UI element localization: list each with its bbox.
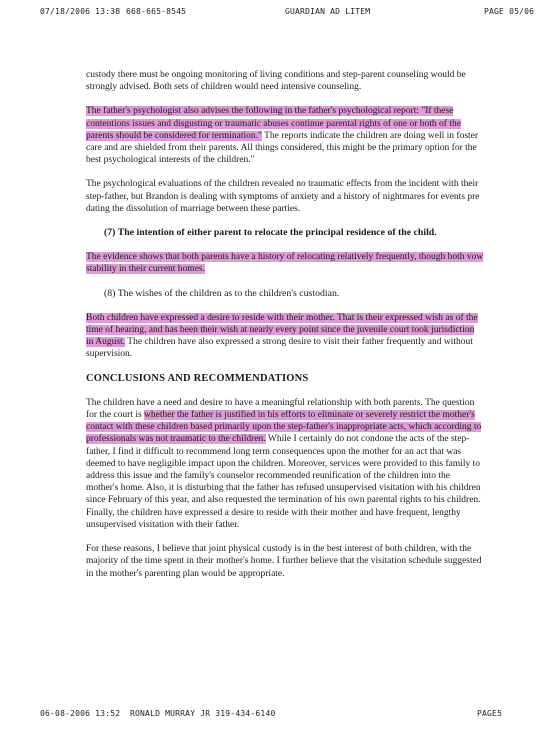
- fax-footer-page: PAGE5: [477, 709, 503, 718]
- paragraph-wishes: [86, 312, 484, 361]
- fax-footer-sender: RONALD MURRAY JR 319-434-6140: [130, 709, 276, 718]
- paragraph-evaluations: The psychological evaluations of the children revealed no traumatic effects from the incident with their step-father, but Brandon is dealing with symptoms of anxiety and a history of nightmares for events pre dating the dissolution of marriage between these parties.: [86, 179, 480, 214]
- fax-footer-datetime: 06-08-2006 13:52: [40, 709, 121, 718]
- highlight-conclusion: whether the father is justified in his efforts to eliminate or severely restrict the mother's contact with these children based primarily upon the step-father's inappropriate acts, which according to professionals was not traumatic to the children.: [86, 410, 482, 445]
- fax-header-datetime: 07/18/2006 13:38: [40, 7, 121, 16]
- conclusion-rest: While I certainly do not condone the acts of the step-father, I find it difficult to recommend long term consequences upon the mother for an act that was deemed to have negligible impact upon the children. Moreover, services were provided to this family to address this issue and the family's counselor recommended reunification of the children into the mother's home. Also, it is disturbing that the father has refused unsupervised visitation with his children since February of this year, and also requested the termination of his own parental rights to his children. Finally, the children have expressed a desire to reside with their mother and have frequent, lengthy unsupervised visitation with their father.: [86, 434, 481, 530]
- factor-7-heading: (7) The intention of either parent to relocate the principal residence of the child.: [104, 227, 437, 239]
- fax-header-phone: 668-665-8545: [126, 7, 187, 16]
- paragraph-relocation: [86, 251, 484, 275]
- factor-8-heading: (8) The wishes of the children as to the children's custodian.: [104, 287, 340, 299]
- highlight-psychologist-quote: The father's psychologist also advises the following in the father's psychological report: "If these contentions issues and disgusting or traumatic abuses continue parental rights of one or both of the parents should be considered for termination.": [86, 106, 461, 141]
- fax-header-page: PAGE 05/06: [484, 7, 535, 16]
- fax-header-organization: GUARDIAN AD LITEM: [285, 7, 371, 16]
- paragraph-wishes-rest: The children have also expressed a strong desire to visit their father frequently and without supervision.: [86, 337, 473, 360]
- conclusion-lead: The children have a need and desire to have a meaningful relationship with both parents. The question for the court is: [86, 397, 475, 421]
- paragraph-counseling: custody there must be ongoing monitoring of living conditions and step-parent counseling would be strongly advised. Both sets of children would need intensive counseling.: [86, 70, 466, 93]
- highlight-relocation: The evidence shows that both parents have a history of relocating relatively frequently, though both vow stability in their current homes.: [86, 252, 484, 275]
- paragraph-final: For these reasons, I believe that joint physical custody is in the best interest of both children, with the majority of the time spent in their mother's home. I further believe that the visitation schedule suggested in the mother's parenting plan would be appropriate.: [86, 544, 482, 579]
- section-title-conclusions: CONCLUSIONS AND RECOMMENDATIONS: [86, 372, 309, 384]
- document-body: [86, 69, 484, 592]
- paragraph-psychologist: [86, 105, 484, 166]
- paragraph-conclusion: [86, 397, 484, 531]
- paragraph-psychologist-rest: The reports indicate the children are doing well in foster care and are shielded from their parents. All things considered, this might be the primary option for the best psychological interests of the children.": [86, 130, 479, 166]
- highlight-wishes: Both children have expressed a desire to reside with their mother. That is their expressed wish as of the time of hearing, and has been their wish at nearly every point since the juvenile court took jurisdiction in August.: [86, 312, 478, 348]
